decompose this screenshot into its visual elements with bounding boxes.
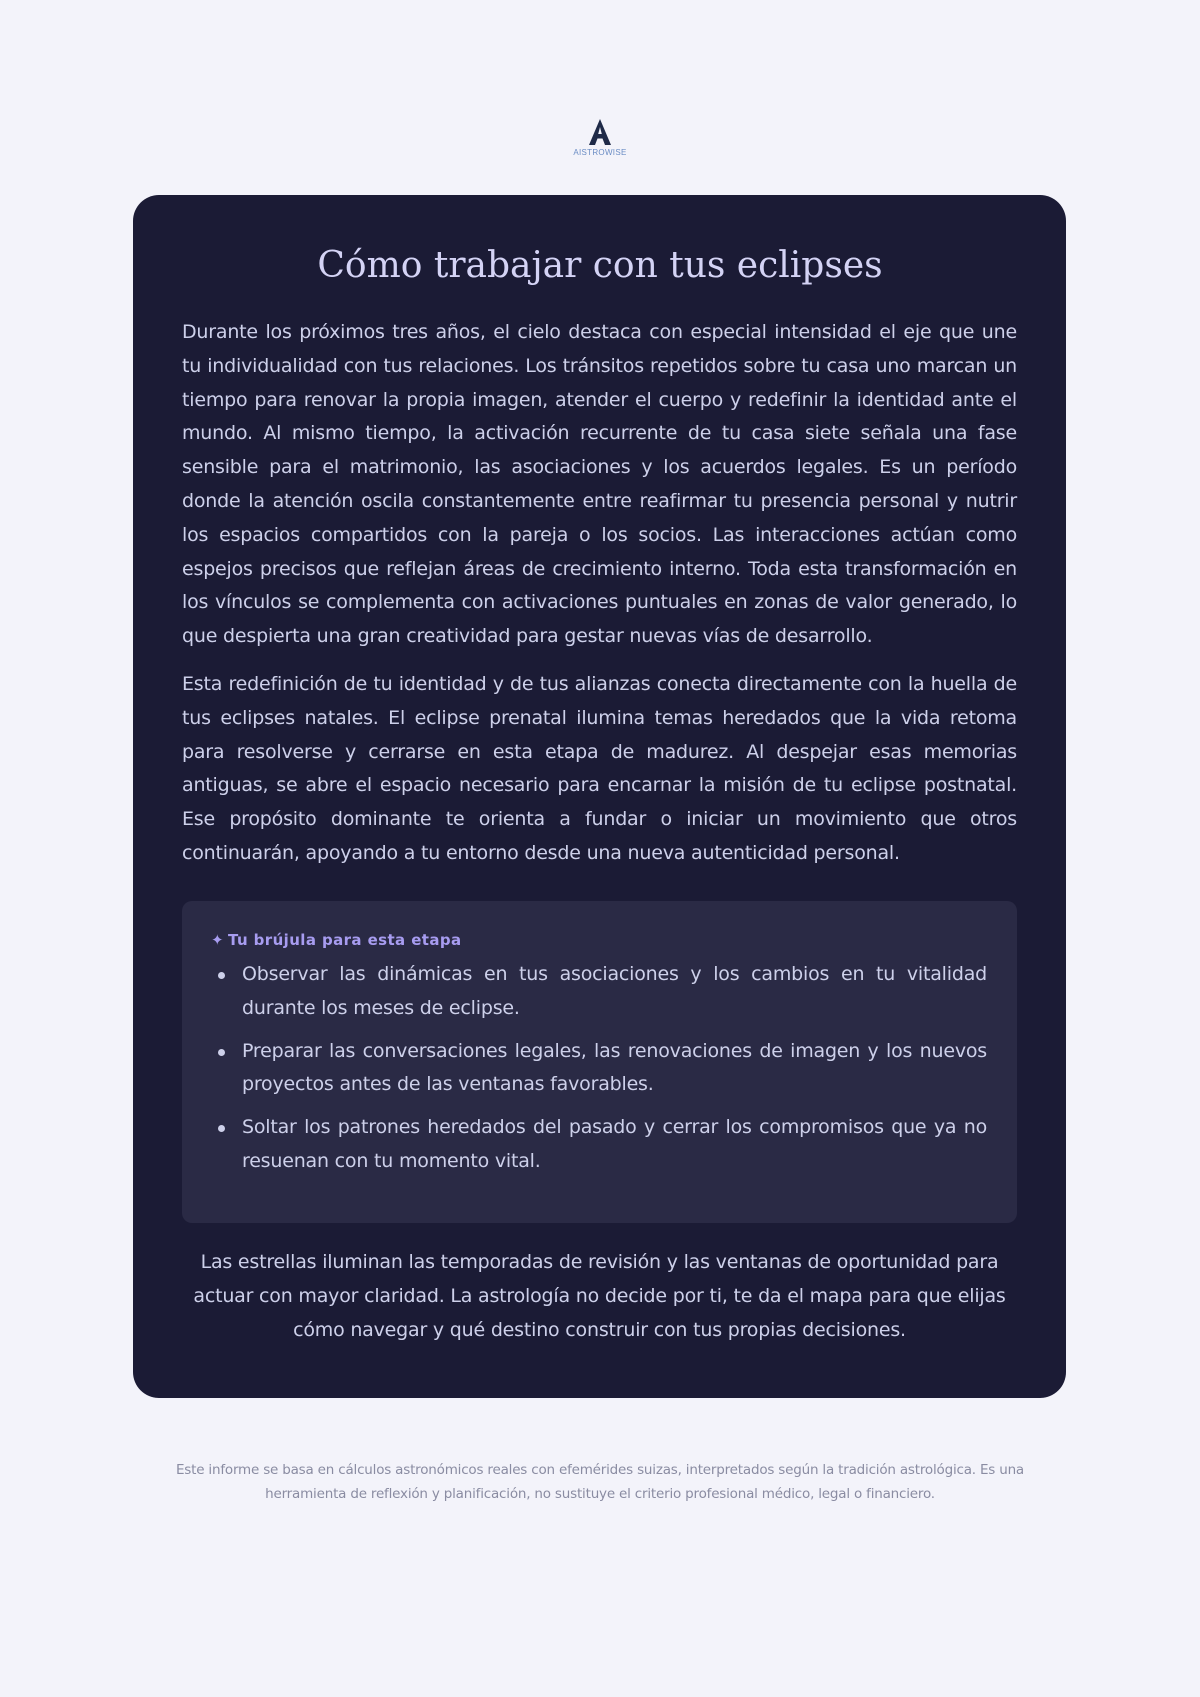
list-item	[242, 958, 987, 1026]
sparkle-icon: ✦	[211, 931, 224, 949]
body-paragraph-2: Esta redefinición de tu identidad y de tus alianzas conecta directamente con la huella de tus eclipses natales. El eclipse prenatal ilumina temas heredados que la vida retoma para resolverse y cerrarse en esta etapa de madurez. Al despejar esas memorias antiguas, se abre el espacio necesario para encarnar la misión de tu eclipse postnatal. Ese propósito dominante te orienta a fundar o iniciar un movimiento que otros continuarán, apoyando a tu entorno desde una nueva autenticidad personal.	[182, 673, 1017, 864]
list-item-text: Preparar las conversaciones legales, las renovaciones de imagen y los nuevos proyectos antes de las ventanas favorables.	[242, 1039, 987, 1096]
letter-a-logo-icon	[585, 116, 615, 148]
brand-logo	[0, 116, 1200, 157]
list-item-text: Observar las dinámicas en tus asociaciones y los cambios en tu vitalidad durante los meses de eclipse.	[242, 963, 987, 1019]
compass-list	[242, 958, 987, 1188]
compass-title: Tu brújula para esta etapa	[227, 931, 462, 949]
bullet-icon	[218, 972, 225, 979]
card-title: Cómo trabajar con tus eclipses	[317, 245, 883, 286]
list-item	[242, 1035, 987, 1103]
compass-heading	[211, 928, 462, 952]
bullet-icon	[218, 1049, 225, 1056]
disclaimer-text: Este informe se basa en cálculos astronómicos reales con efemérides suizas, interpretados según la tradición astrológica. Es una herramienta de reflexión y planificación, no sustituye el criterio profesional médico, legal o financiero.	[175, 1462, 1025, 1502]
list-item	[242, 1111, 987, 1179]
body-paragraph-1: Durante los próximos tres años, el cielo destaca con especial intensidad el eje que une tu individualidad con tus relaciones. Los tránsitos repetidos sobre tu casa uno marcan un tiempo para renovar la propia imagen, atender el cuerpo y redefinir la identidad ante el mundo. Al mismo tiempo, la activación recurrente de tu casa siete señala una fase sensible para el matrimonio, las asociaciones y los acuerdos legales. Es un período donde la atención oscila constantemente entre reafirmar tu presencia personal y nutrir los espacios compartidos con la pareja o los socios. Las interacciones actúan como espejos precisos que reflejan áreas de crecimiento interno. Toda esta transformación en los vínculos se complementa con activaciones puntuales en zonas de valor generado, lo que despierta una gran creatividad para gestar nuevas vías de desarrollo.	[182, 321, 1017, 648]
list-item-text: Soltar los patrones heredados del pasado y cerrar los compromisos que ya no resuenan con tu momento vital.	[242, 1116, 987, 1172]
closing-paragraph: Las estrellas iluminan las temporadas de revisión y las ventanas de oportunidad para actuar con mayor claridad. La astrología no decide por ti, te da el mapa para que elijas cómo navegar y qué destino construir con tus propias decisiones.	[193, 1251, 1006, 1341]
brand-name: AISTROWISE	[573, 148, 627, 157]
